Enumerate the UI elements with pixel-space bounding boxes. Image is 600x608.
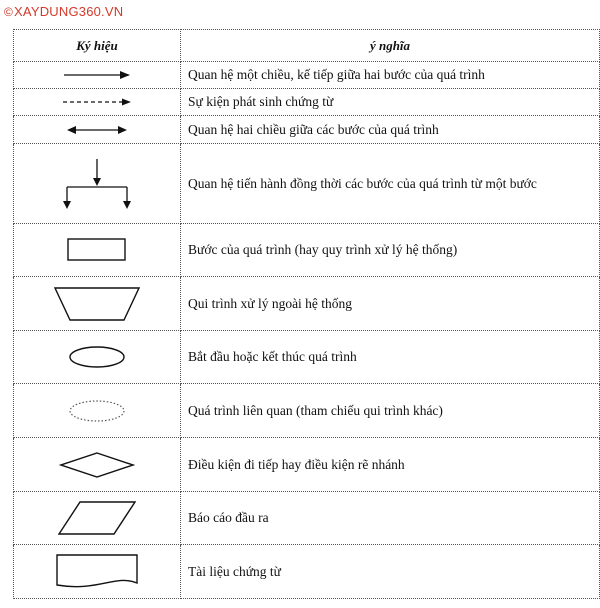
parallelogram-icon — [58, 501, 136, 535]
meaning-cell: Điều kiện đi tiếp hay điều kiện rẽ nhánh — [181, 438, 600, 492]
meaning-cell: Quan hệ một chiều, kế tiếp giữa hai bước của quá trình — [181, 62, 600, 89]
ellipse-icon — [68, 345, 126, 369]
diamond-icon — [59, 451, 135, 479]
table-row — [14, 384, 600, 438]
dashed-arrow-icon — [61, 96, 133, 108]
document-icon — [56, 554, 138, 590]
copyright-symbol: © — [4, 5, 14, 19]
meaning-cell: Bắt đầu hoặc kết thúc quá trình — [181, 331, 600, 384]
meaning-cell: Quan hệ hai chiều giữa các bước của quá trình — [181, 116, 600, 144]
symbol-cell — [14, 331, 181, 384]
meaning-cell: Quá trình liên quan (tham chiếu qui trình khác) — [181, 384, 600, 438]
fork-arrow-icon — [62, 158, 132, 210]
table-row — [14, 331, 600, 384]
table-row — [14, 144, 600, 224]
trapezoid-icon — [54, 287, 140, 321]
table-header-row — [14, 30, 600, 62]
table-row — [14, 438, 600, 492]
watermark-site: XAYDUNG360.VN — [14, 4, 124, 19]
symbol-cell — [14, 144, 181, 224]
symbol-cell — [14, 277, 181, 331]
arrow-right-icon — [62, 69, 132, 81]
symbol-cell — [14, 492, 181, 545]
symbol-cell — [14, 62, 181, 89]
site-watermark — [4, 4, 123, 19]
meaning-cell: Qui trình xử lý ngoài hệ thống — [181, 277, 600, 331]
header-meaning: ý nghĩa — [181, 30, 600, 62]
table-row — [14, 62, 600, 89]
table-row — [14, 545, 600, 599]
rectangle-icon — [67, 238, 127, 262]
symbol-cell — [14, 224, 181, 277]
meaning-cell: Quan hệ tiến hành đồng thời các bước của quá trình từ một bước — [181, 144, 600, 224]
meaning-cell: Tài liệu chứng từ — [181, 545, 600, 599]
table-row — [14, 89, 600, 116]
meaning-cell: Sự kiện phát sinh chứng từ — [181, 89, 600, 116]
symbol-cell — [14, 89, 181, 116]
table-row — [14, 224, 600, 277]
double-arrow-icon — [66, 124, 128, 136]
flowchart-symbol-table — [13, 29, 600, 599]
meaning-cell: Báo cáo đầu ra — [181, 492, 600, 545]
symbol-cell — [14, 438, 181, 492]
header-symbol: Ký hiệu — [14, 30, 181, 62]
meaning-cell: Bước của quá trình (hay quy trình xử lý hệ thống) — [181, 224, 600, 277]
table-row — [14, 492, 600, 545]
table-row — [14, 116, 600, 144]
symbol-cell — [14, 384, 181, 438]
symbol-cell — [14, 116, 181, 144]
symbol-cell — [14, 545, 181, 599]
dotted-ellipse-icon — [68, 399, 126, 423]
table-row — [14, 277, 600, 331]
